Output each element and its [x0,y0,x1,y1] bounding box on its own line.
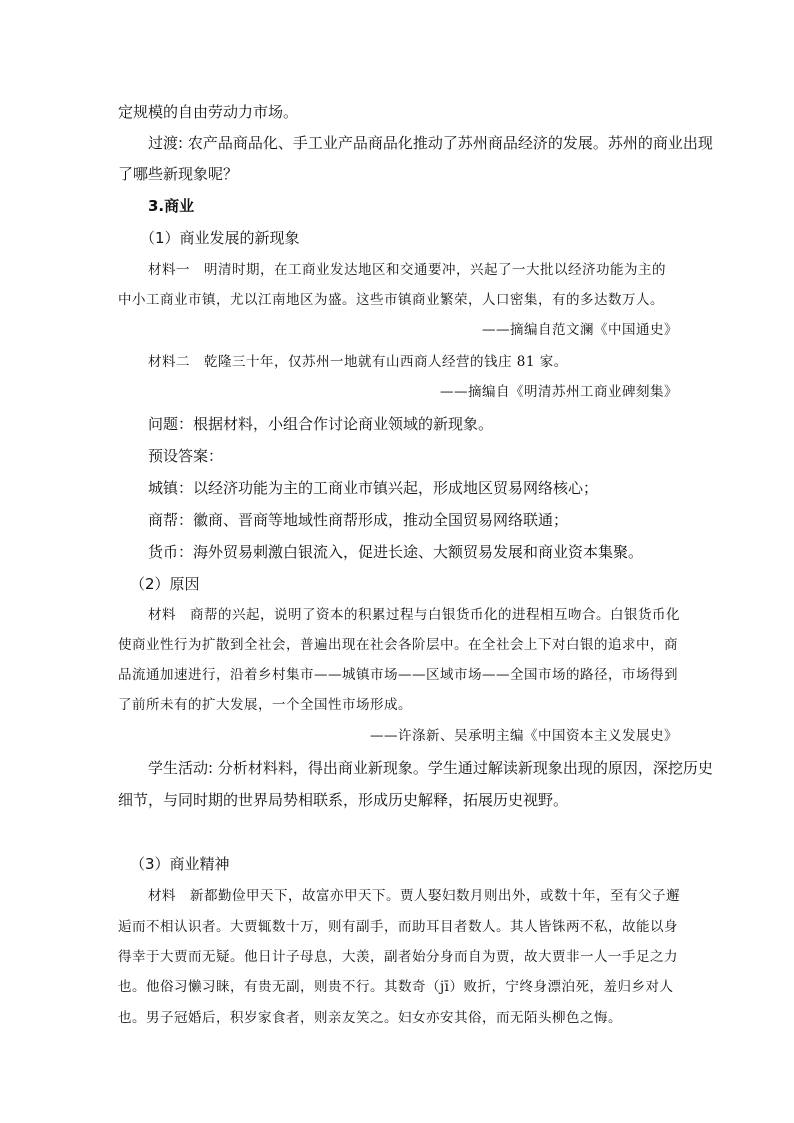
section-heading: 3.商业 [148,197,195,215]
material-text: 材料二 乾隆三十年，仅苏州一地就有山西商人经营的钱庄 81 家。 [148,354,568,370]
subsection-heading: （2）原因 [130,575,200,593]
answer-heading: 预设答案： [148,447,224,465]
text-line: 了哪些新现象呢？ [118,165,239,183]
material-text: 也。他俗习懒习睐，有贵无副，则贵不行。其数奇（jī）败折，宁终身漂泊死，羞归乡对人 [118,979,674,995]
answer-line: 商帮：徽商、晋商等地域性商帮形成，推动全国贸易网络联通； [148,511,569,529]
question-line: 问题：根据材料，小组合作讨论商业领域的新现象。 [148,415,494,433]
citation: ——许涤新、吴承明主编《中国资本主义发展史》 [370,728,678,744]
material-text: 品流通加速进行，沿着乡村集市——城镇市场——区域市场——全国市场的路径，市场得到 [118,667,678,683]
subsection-heading: （1）商业发展的新现象 [140,229,300,247]
text-line: 定规模的自由劳动力市场。 [118,103,299,121]
material-text: 材料 商帮的兴起，说明了资本的积累过程与白银货币化的进程相互吻合。白银货币化 [148,607,680,623]
material-text: 得幸于大贾而无疑。他日计子母息，大羡，副者始分身而自为贾，故大贾非一人一手足之力 [118,949,678,965]
material-text: 也。男子冠婚后，积岁家食者，则亲友笑之。妇女亦安其俗，而无陌头柳色之悔。 [118,1010,622,1026]
material-text: 材料一 明清时期，在工商业发达地区和交通要冲，兴起了一大批以经济功能为主的 [148,262,666,278]
material-text: 了前所未有的扩大发展，一个全国性市场形成。 [118,697,412,713]
activity-line: 学生活动: 分析材料料，得出商业新现象。学生通过解读新现象出现的原因，深挖历史 [148,759,713,777]
material-text: 逅而不相认识者。大贾辄数十万，则有副手，而助耳目者数人。其人皆铢两不私，故能以身 [118,919,678,935]
citation: ——摘编自《明清苏州工商业碑刻集》 [440,384,678,400]
subsection-heading: （3）商业精神 [130,855,230,873]
material-text: 材料 新都勤俭甲天下，故富亦甲天下。贾人娶妇数月则出外，或数十年，至有父子邂 [148,888,680,904]
citation: ——摘编自范文澜《中国通史》 [482,322,678,338]
answer-line: 货币：海外贸易刺激白银流入，促进长途、大额贸易发展和商业资本集聚。 [148,543,644,561]
answer-line: 城镇：以经济功能为主的工商业市镇兴起，形成地区贸易网络核心； [148,479,599,497]
material-text: 中小工商业市镇，尤以江南地区为盛。这些市镇商业繁荣，人口密集，有的多达数万人。 [118,292,664,308]
transition-line: 过渡: 农产品商品化、手工业产品商品化推动了苏州商品经济的发展。苏州的商业出现 [148,134,713,152]
material-text: 使商业性行为扩散到全社会，普遍出现在社会各阶层中。在全社会上下对白银的追求中，商 [118,637,678,653]
activity-line: 细节，与同时期的世界局势相联系，形成历史解释，拓展历史视野。 [118,791,569,809]
